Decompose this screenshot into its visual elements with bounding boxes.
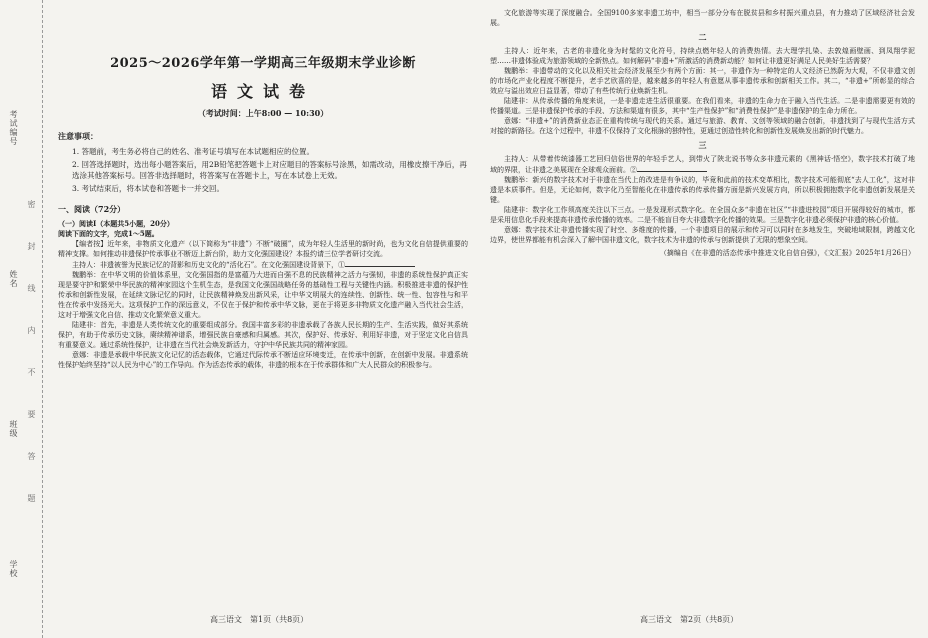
section-number: 三	[698, 140, 707, 150]
page-footer-1: 高三语文 第1页（共8页）	[210, 615, 309, 624]
editor-note: 【编者按】近年来，非物质文化遗产（以下简称为“非遗”）不断“破圈”，成为年轻人生活里的新时尚，也为文化自信提供重要的精神支撑。如何推动非遗保护传承事业不断迈上新台阶，助力文化强国建设？本报约请三位学者研讨交流。	[58, 240, 468, 258]
host-paragraph: 主持人：近年来，古老的非遗化身为时髦的文化符号，持续点燃年轻人的消费热情。去大理学扎染、去敦煌画壁画、到凤翔学泥塑……非遗体验成为旅游领域的全新热点。如何解码“非遗+”所激活的消费新动能？如何让非遗更好满足人民美好生活需要？	[490, 47, 915, 65]
seal-margin	[0, 0, 43, 638]
right-column	[490, 8, 915, 608]
name-field: 姓名	[9, 270, 18, 288]
school-field: 学校	[9, 560, 18, 578]
left-column	[58, 8, 468, 608]
subject-title: 语文试卷	[210, 82, 315, 101]
notice-item: 2. 回答选择题时，选出每小题答案后，用2B铅笔把答题卡上对应题目的答案标号涂黑，如需改动，用橡皮擦干净后，再选涂其他答案标号。回答非选择题时，将答案写在答题卡上，写在本试卷上无效。	[72, 160, 467, 180]
gu-paragraph: 意娜：“非遗+”的消费新业态正在重构传统与现代的关系。通过与旅游、教育、文创等领域的融合创新，非遗找到了与现代生活方式对接的新路径。在这个过程中，非遗不仅保持了文化根脉的独特性，更通过创造性转化和创新性发展焕发出新的时代魅力。	[490, 117, 915, 135]
wei-paragraph: 魏鹏举：新兴的数字技术对于非遗在当代上的改进是有争议的，毕竟和此前的技术变革相比，数字技术可能彻底“去人工化”，这对非遗是本质事件。但是，无论如何，数字化乃至智能化在非遗传承的传承传播方面是新兴发展方向，所以积极拥抱数字化非遗创新发展是关键。	[490, 176, 915, 204]
exam-title: 2025～2026学年第一学期高三年级期末学业诊断	[110, 56, 416, 71]
wei-paragraph: 魏鹏举：在中华文明的价值体系里，文化强国指的是富蕴乃大进而自强不息的民族精神之活力与强韧，非遗的系统性保护真正实现是要守护和繁荣中华民族的精神家园这个生机生态，是我国文化强国战略任务的基础性工程与关键性内涵。积极推进非遗的保护性传承和创新性发展，在延续文脉记忆的同时，让民族精神焕发出新风采，让中华文明展大的连续性、创新性、统一性、包容性与和平性在传承中发扬光大。这项保护工作的深远意义，不仅在于保护和传承中华文脉，更在于将更多非物质文化遗产融入当代社会生活，这对于增强文化自信、推动文化繁荣意义重大。	[58, 271, 468, 319]
host-text: 主持人：从带着传统漆器工艺回归信俗世界的年轻手艺人，到带火了陕北说书等众多非遗元素的《黑神话·悟空》，数字技术打破了地域的界限，让非遗之美展现在全球观众面前。②	[490, 155, 915, 174]
host-text: 主持人：非遗被誉为民族记忆的背影和历史文化的“活化石”。在文化强国建设背景下，①	[72, 261, 346, 269]
class-field: 班级	[9, 420, 18, 438]
citation: （摘编自《在非遗的活态传承中推进文化自信自强》，《文汇报》2025年1月26日）	[659, 249, 915, 257]
exam-number-field: 考试编号	[9, 110, 18, 146]
lu-paragraph: 陆建非：首先，非遗是人类传统文化的重要组成部分。我国丰富多彩的非遗承载了各族人民长期的生产、生活实践，做好其系统保护，有助于传承历史文脉，赓续精神谱系，增强民族自豪感和归属感。其次，保护好、传承好、利用好非遗，对于坚定文化自信具有重要意义。通过系统性保护，让非遗在当代社会焕发新活力，守护中华民族共同的精神家园。	[58, 321, 468, 349]
host-paragraph	[58, 259, 468, 270]
lu-paragraph: 陆建非：数字化工作须高度关注以下三点。一是发现形式数字化。在全国众多“非遗在社区”“非遗进校园”项目开展得较好的城市，都是采用信息化手段来提高非遗传承传播的效率。二是不能盲目夸大非遗数字化传播的效果。三是数字化非遗必须保护非遗的核心价值。	[490, 206, 915, 224]
answer-blank[interactable]	[637, 164, 707, 172]
section-number: 二	[698, 32, 707, 42]
gu-paragraph: 意娜：数字技术让非遗传播实现了时空、多维度的传播，一个非遗项目的展示和传习可以同时在多地发生，突破地域限制，跨越文化边界，使世界都能有机会深入了解中国非遗文化，数字技术为非遗的传承与创新提供了无限的想象空间。	[490, 226, 915, 244]
continued-paragraph: 文化旅游等实现了深度融合。全国9100多家非遗工坊中，相当一部分分布在脱贫县和乡村振兴重点县，有力推动了区域经济社会发展。	[490, 9, 915, 27]
lu-paragraph: 陆建非：从传承传播的角度来说，一是非遗走进生活很重要。在我们看来，非遗的生命力在于融入当代生活。二是非遗需要更有效的传播渠道。三是非遗保护传承的手段、方法和渠道有很多，其中“生产性保护”和“消费性保护”是非遗保护的生命力所在。	[490, 97, 915, 115]
notice-item: 1. 答题前，考生务必将自己的姓名、准考证号填写在本试题相应的位置。	[72, 147, 315, 156]
notice-heading: 注意事项：	[58, 131, 98, 141]
notice-item: 3. 考试结束后，将本试卷和答题卡一并交回。	[72, 184, 225, 193]
section-heading: 一、阅读（72分）	[58, 204, 126, 214]
gu-paragraph: 意娜：非遗是承载中华民族文化记忆的活态载体，它通过代际传承不断适应环境变迁，在传承中创新，在创新中发展。非遗系统性保护始终坚持“以人民为中心”的工作导向。作为活态传承的载体，非遗的根本在于传承群体和广大人民群众的积极参与。	[58, 351, 468, 369]
page-footer-2: 高三语文 第2页（共8页）	[640, 615, 739, 624]
answer-blank[interactable]	[345, 259, 415, 267]
wei-paragraph: 魏鹏举：非遗带动的文化以及相关社会经济发展至少有两个方面：其一，非遗作为一种特定的人文经济已然蔚为大观，不仅非遗文创的市场化产业化程度不断提升，老手艺欣喜的是，越来越多的年轻人有意愿从事非遗传承和创新相关工作。其二，“非遗+”所彰显的综合效应与溢出效应日益显著，带动了有些传统行业焕新生机。	[490, 67, 915, 95]
exam-time: （考试时间：上午8:00 — 10:30）	[197, 108, 329, 118]
part-heading: （一）阅读Ⅰ（本题共5小题，20分）	[58, 219, 174, 228]
seal-line-text: 密封线内不要答题	[27, 200, 36, 536]
reading-intro: 阅读下面的文字，完成1～5题。	[58, 229, 159, 238]
host-paragraph	[490, 154, 915, 175]
